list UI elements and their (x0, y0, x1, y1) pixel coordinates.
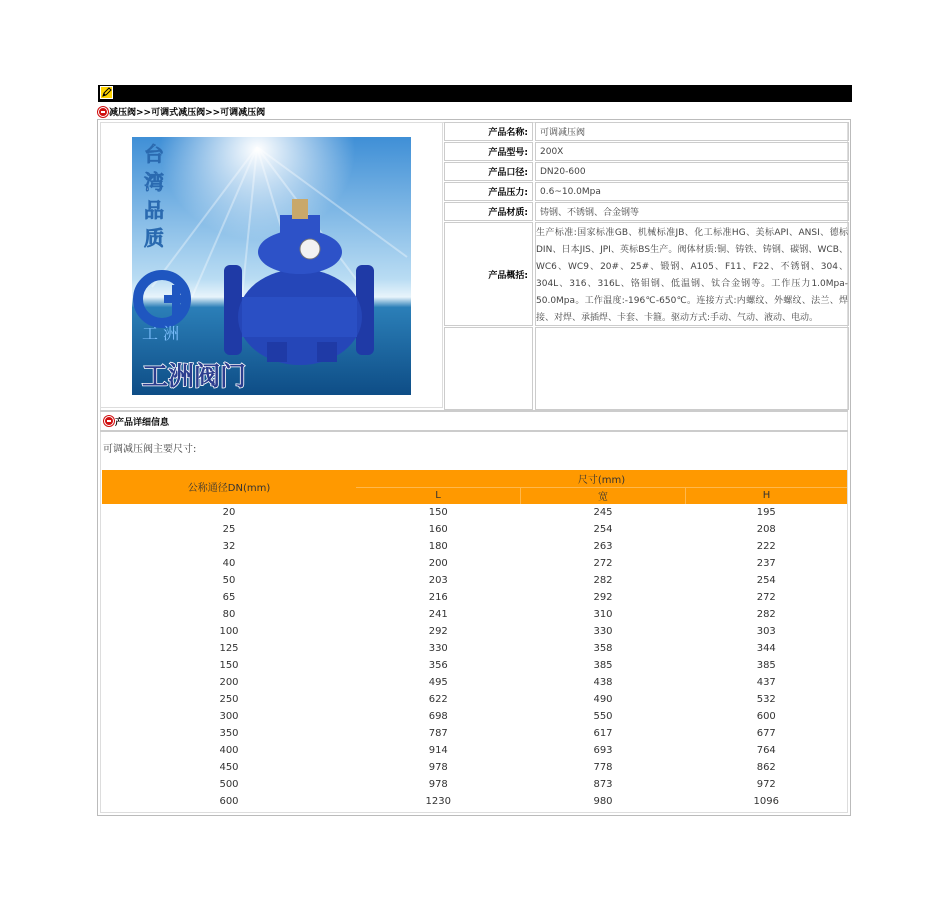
info-row-caliber (444, 162, 849, 181)
info-value: 200X (535, 142, 849, 161)
bullet-icon (98, 107, 108, 117)
table-cell: 385 (756, 659, 776, 671)
sub-header-width: 宽 (521, 488, 686, 504)
table-cell: 245 (593, 506, 613, 518)
table-cell: 978 (428, 761, 448, 773)
info-row-empty (444, 327, 849, 410)
info-label: 产品口径: (444, 162, 533, 181)
table-cell: 698 (428, 710, 448, 722)
table-cell: 622 (428, 693, 448, 705)
product-image (132, 137, 411, 395)
info-label-empty (444, 327, 533, 410)
table-cell: 50 (222, 574, 236, 586)
table-cell: 490 (593, 693, 613, 705)
breadcrumb-text[interactable]: 减压阀>>可调式减压阀>>可调减压阀 (109, 108, 266, 118)
table-cell: 400 (219, 744, 239, 756)
table-cell: 272 (593, 557, 613, 569)
table-cell: 254 (756, 574, 776, 586)
table-cell: 330 (428, 642, 448, 654)
table-cell: 330 (593, 625, 613, 637)
table-cell: 914 (428, 744, 448, 756)
svg-text:品: 品 (144, 198, 164, 222)
table-cell: 385 (593, 659, 613, 671)
col-dn-header: 公称通径DN(mm) (102, 470, 356, 504)
table-cell: 160 (428, 523, 448, 535)
table-cell: 125 (219, 642, 239, 654)
table-cell: 216 (428, 591, 448, 603)
info-row-summary (444, 222, 849, 326)
svg-text:湾: 湾 (144, 170, 164, 194)
table-cell: 292 (428, 625, 448, 637)
note-pencil-icon (100, 86, 113, 99)
table-cell: 358 (593, 642, 613, 654)
table-cell: 208 (756, 523, 776, 535)
info-label: 产品压力: (444, 182, 533, 201)
table-cell: 600 (219, 795, 239, 807)
table-cell: 303 (756, 625, 776, 637)
table-cell: 1230 (425, 795, 451, 807)
table-row (102, 674, 847, 691)
table-row (102, 657, 847, 674)
table-row (102, 793, 847, 810)
table-cell: 873 (593, 778, 613, 790)
table-cell: 500 (219, 778, 239, 790)
table-row (102, 606, 847, 623)
table-cell: 150 (219, 659, 239, 671)
info-value: 可调减压阀 (535, 122, 849, 141)
table-row (102, 776, 847, 793)
info-row-name (444, 122, 849, 141)
table-cell: 550 (593, 710, 613, 722)
table-cell: 282 (593, 574, 613, 586)
table-cell: 438 (593, 676, 613, 688)
table-cell: 32 (222, 540, 236, 552)
top-title-bar (98, 85, 852, 102)
info-value-summary: 生产标准:国家标准GB、机械标准JB、化工标准HG、美标API、ANSI、德标DIN、日本JIS、JPI、英标BS生产。阀体材质:铜、铸铁、铸钢、碳钢、WCB、WC6、WC9、20#、25#、锻钢、A105、F11、F22、不锈钢、304、304L、316、316L、铬钼钢、低温钢、钛合金钢等。工作压力1.0Mpa-50.0Mpa。工作温度:-196℃-650℃。连接方式:内螺纹、外螺纹、法兰、焊接、对焊、承插焊、卡套、卡箍。驱动方式:手动、气动、液动、电动。 (535, 222, 849, 326)
logo-text: 工 洲 (142, 324, 180, 343)
table-cell: 150 (428, 506, 448, 518)
dimension-table-body (102, 504, 847, 810)
table-row (102, 759, 847, 776)
bullet-icon (104, 416, 114, 426)
svg-text:工洲阀门: 工洲阀门 (142, 362, 247, 392)
table-row (102, 589, 847, 606)
info-label: 产品概括: (444, 222, 533, 326)
info-value: 铸钢、不锈钢、合金钢等 (535, 202, 849, 221)
detail-header-text: 产品详细信息 (115, 417, 170, 428)
table-cell: 677 (756, 727, 776, 739)
table-cell: 980 (593, 795, 613, 807)
svg-text:质: 质 (144, 226, 164, 250)
table-cell: 241 (428, 608, 448, 620)
table-cell: 222 (756, 540, 776, 552)
table-cell: 600 (756, 710, 776, 722)
table-row (102, 708, 847, 725)
info-label: 产品型号: (444, 142, 533, 161)
table-cell: 862 (756, 761, 776, 773)
table-row (102, 725, 847, 742)
info-row-model (444, 142, 849, 161)
table-cell: 272 (756, 591, 776, 603)
table-cell: 787 (428, 727, 448, 739)
table-cell: 200 (428, 557, 448, 569)
info-row-material (444, 202, 849, 221)
info-value-empty (535, 327, 849, 410)
table-cell: 764 (756, 744, 776, 756)
detail-description: 可调减压阀主要尺寸: (103, 444, 197, 455)
table-cell: 20 (222, 506, 236, 518)
sub-header-h: H (686, 488, 848, 504)
dimension-table (102, 470, 847, 810)
table-cell: 978 (428, 778, 448, 790)
table-cell: 972 (756, 778, 776, 790)
svg-text:台: 台 (144, 142, 164, 166)
table-row (102, 691, 847, 708)
table-cell: 100 (219, 625, 239, 637)
table-cell: 203 (428, 574, 448, 586)
info-label: 产品名称: (444, 122, 533, 141)
table-cell: 263 (593, 540, 613, 552)
table-cell: 65 (222, 591, 236, 603)
table-row (102, 555, 847, 572)
table-row (102, 742, 847, 759)
table-cell: 437 (756, 676, 776, 688)
table-row (102, 572, 847, 589)
breadcrumb (98, 105, 265, 118)
table-cell: 495 (428, 676, 448, 688)
table-cell: 1096 (753, 795, 779, 807)
table-cell: 282 (756, 608, 776, 620)
table-cell: 250 (219, 693, 239, 705)
table-cell: 25 (222, 523, 236, 535)
table-cell: 356 (428, 659, 448, 671)
info-value: DN20-600 (535, 162, 849, 181)
table-cell: 292 (593, 591, 613, 603)
table-row (102, 640, 847, 657)
detail-section-header (100, 410, 848, 432)
table-cell: 40 (222, 557, 236, 569)
table-cell: 300 (219, 710, 239, 722)
info-label: 产品材质: (444, 202, 533, 221)
sub-header-l: L (356, 488, 521, 504)
col-size-header: 尺寸(mm) (356, 470, 847, 488)
table-cell: 254 (593, 523, 613, 535)
table-row (102, 504, 847, 521)
table-row (102, 538, 847, 555)
table-cell: 617 (593, 727, 613, 739)
info-value: 0.6~10.0Mpa (535, 182, 849, 201)
info-row-pressure (444, 182, 849, 201)
table-cell: 532 (756, 693, 776, 705)
table-cell: 350 (219, 727, 239, 739)
table-cell: 180 (428, 540, 448, 552)
table-cell: 195 (756, 506, 776, 518)
table-cell: 450 (219, 761, 239, 773)
table-row (102, 623, 847, 640)
table-cell: 237 (756, 557, 776, 569)
table-cell: 778 (593, 761, 613, 773)
table-row (102, 521, 847, 538)
table-cell: 310 (593, 608, 613, 620)
table-cell: 344 (756, 642, 776, 654)
table-cell: 80 (222, 608, 236, 620)
table-cell: 693 (593, 744, 613, 756)
table-cell: 200 (219, 676, 239, 688)
